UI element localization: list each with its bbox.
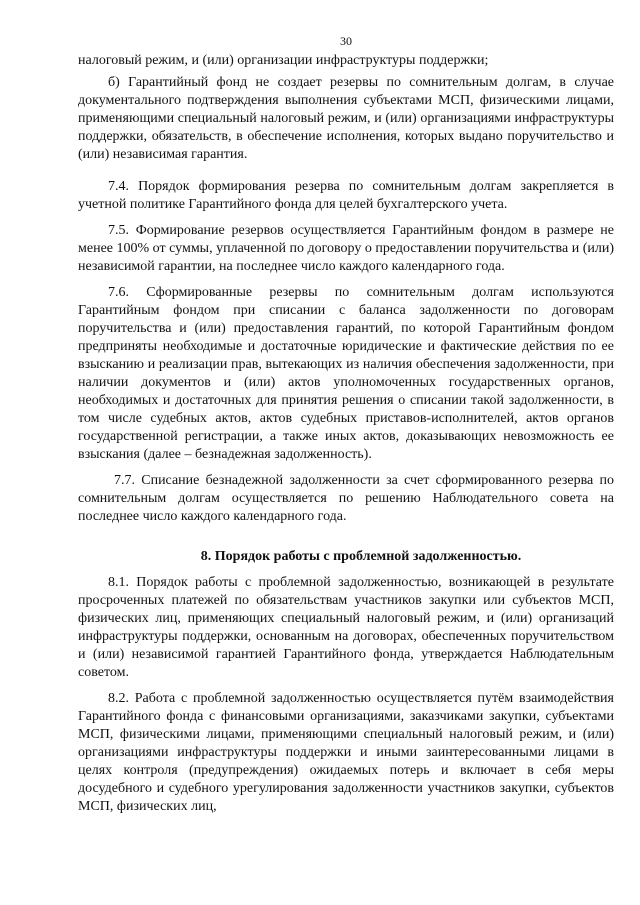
paragraph-8-1: 8.1. Порядок работы с проблемной задолженностью, возникающей в результате просроченных платежей по обязательствам участников закупки или субъектов МСП, физических лиц, применяющих специальный налоговый режим, и (или) организаций инфраструктуры поддержки, основанным на договорах, обеспеченных поручительством и (или) независимой гарантией Гарантийного фонда, утверждается Наблюдательным советом. (78, 575, 614, 680)
paragraph-7-6: 7.6. Сформированные резервы по сомнительным долгам используются Гарантийным фондом при списании с баланса задолженности по договорам поручительства и (или) предоставления гарантий, по которой Гарантийным фондом предприняты необходимые и достаточные юридические и фактические действия по ее взысканию и реализации прав, вытекающих из наличия обеспечения задолженности, при наличии документов и (или) актов уполномоченных государственных органов, необходимых и достаточных для принятия решения о списании такой задолженности, в том числе судебных актов, актов судебных приставов-исполнителей, актов органов государственной регистрации, а также иных актов, доказывающих невозможность ее взыскания (далее – безнадежная задолженность). (78, 285, 614, 462)
paragraph-7-5: 7.5. Формирование резервов осуществляется Гарантийным фондом в размере не менее 100% от суммы, уплаченной по договору о предоставлении поручительства и (или) независимой гарантии, на последнее число каждого календарного года. (78, 223, 614, 274)
paragraph-7-7: 7.7. Списание безнадежной задолженности за счет сформированного резерва по сомнительным долгам осуществляется по решению Наблюдательного совета на последнее число каждого календарного года. (78, 473, 614, 524)
paragraph-8-2: 8.2. Работа с проблемной задолженностью осуществляется путём взаимодействия Гарантийного фонда с финансовыми организациями, заказчиками закупки, субъектами МСП, физическими лицами, применяющими специальный налоговый режим, и (или) организациями инфраструктуры поддержки и иными заинтересованными лицами в целях контроля (предупреждения) ожидаемых потерь и включает в себя меры досудебного и судебного урегулирования задолженности участников закупки, субъектов МСП, физических лиц, (78, 691, 614, 814)
paragraph-b: б) Гарантийный фонд не создает резервы по сомнительным долгам, в случае документального подтверждения выполнения субъектами МСП, физическими лицами, применяющими специальный налоговый режим, и (или) организациями инфраструктуры поддержки, обязательств, в обеспечение исполнения, которых выдано поручительство и (или) независимая гарантия. (78, 75, 614, 162)
paragraph-continuation: налоговый режим, и (или) организации инфраструктуры поддержки; (78, 53, 489, 68)
paragraph-7-4: 7.4. Порядок формирования резерва по сомнительным долгам закрепляется в учетной политике Гарантийного фонда для целей бухгалтерского учета. (78, 179, 614, 212)
page-number: 30 (340, 34, 352, 48)
section-heading-8: 8. Порядок работы с проблемной задолженностью. (200, 549, 522, 564)
